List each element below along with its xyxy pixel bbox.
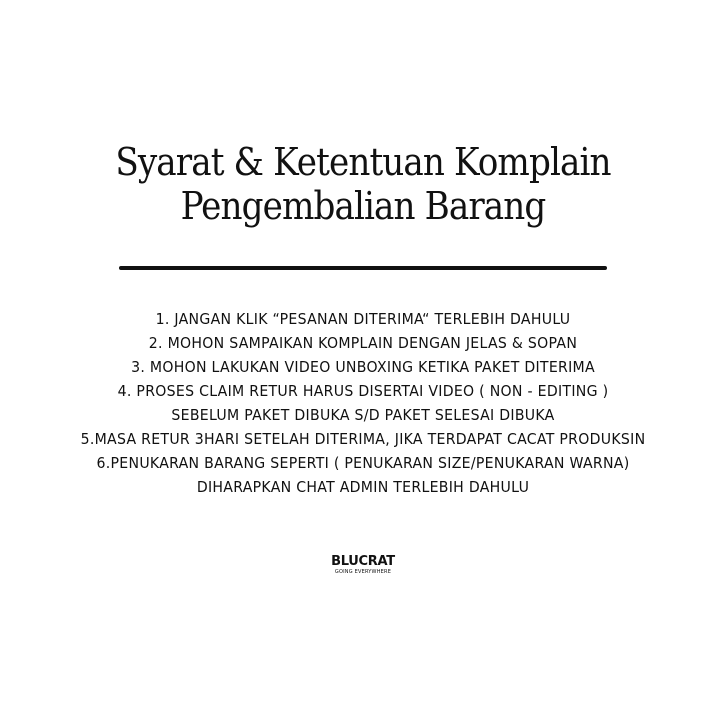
- brand-logo: [0, 555, 726, 576]
- title-line-1: Syarat & Ketentuan Komplain: [115, 140, 611, 184]
- rule-line: 5.MASA RETUR 3HARI SETELAH DITERIMA, JIKA TERDAPAT CACAT PRODUKSIN: [80, 430, 646, 448]
- page-title: [36, 140, 689, 228]
- title-line-2: Pengembalian Barang: [180, 184, 546, 228]
- rules-list: [0, 307, 726, 499]
- rule-line: 1. JANGAN KLIK “PESANAN DITERIMA“ TERLEBIH DAHULU: [155, 310, 571, 328]
- brand-tagline: GOING EVERYWHERE: [334, 569, 392, 575]
- rule-line: SEBELUM PAKET DIBUKA S/D PAKET SELESAI DIBUKA: [171, 406, 555, 424]
- rule-line: 6.PENUKARAN BARANG SEPERTI ( PENUKARAN SIZE/PENUKARAN WARNA): [96, 454, 630, 472]
- rule-line: DIHARAPKAN CHAT ADMIN TERLEBIH DAHULU: [196, 478, 530, 496]
- rule-line: 2. MOHON SAMPAIKAN KOMPLAIN DENGAN JELAS & SOPAN: [148, 334, 578, 352]
- rule-line: 3. MOHON LAKUKAN VIDEO UNBOXING KETIKA PAKET DITERIMA: [131, 358, 595, 376]
- rule-line: 4. PROSES CLAIM RETUR HARUS DISERTAI VIDEO ( NON - EDITING ): [117, 382, 609, 400]
- brand-name: BLUCRAT: [331, 554, 395, 569]
- divider: [119, 266, 607, 270]
